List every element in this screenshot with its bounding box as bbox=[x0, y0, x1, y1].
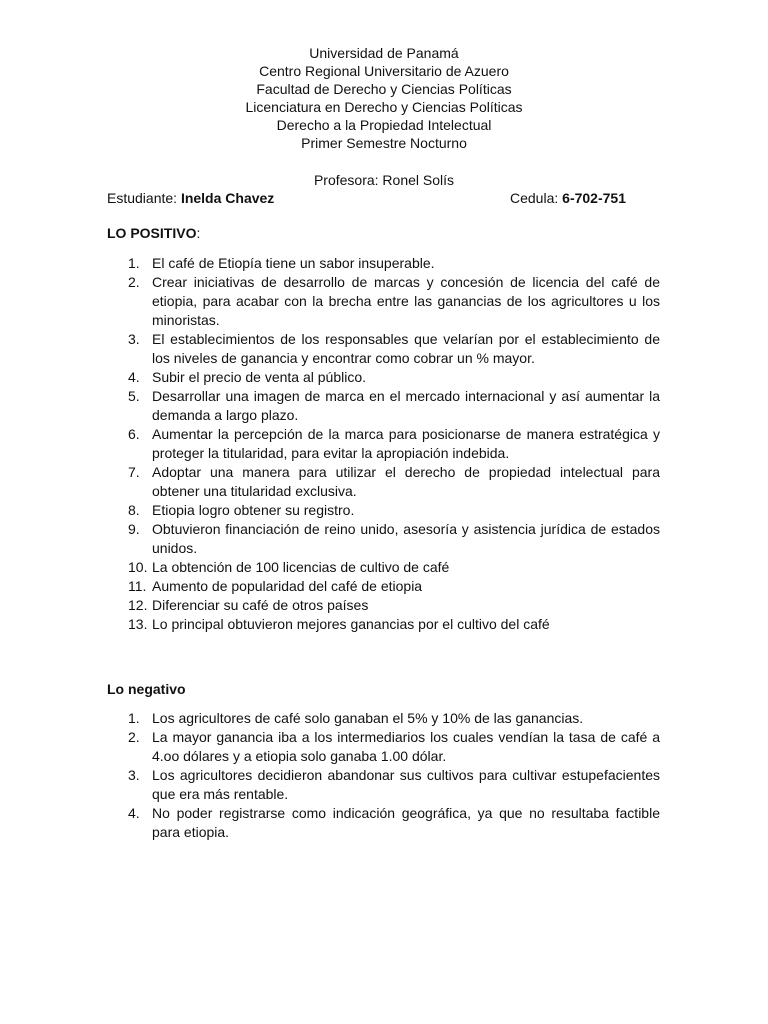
list-item-text: Etiopia logro obtener su registro. bbox=[152, 502, 355, 518]
list-item-number: 4. bbox=[128, 805, 140, 821]
list-item-number: 2. bbox=[128, 274, 140, 290]
list-item-text: Subir el precio de venta al público. bbox=[152, 369, 367, 385]
list-item-number: 12. bbox=[128, 597, 148, 613]
positive-title-text: LO POSITIVO bbox=[107, 225, 197, 241]
list-item-text: Adoptar una manera para utilizar el derecho de propiedad intelectual para obtener una titularidad exclusiva. bbox=[152, 464, 660, 499]
list-item bbox=[107, 728, 660, 766]
document-header bbox=[0, 44, 768, 152]
list-item-number: 5. bbox=[128, 388, 140, 404]
negative-list bbox=[107, 709, 660, 842]
list-item bbox=[107, 804, 660, 842]
list-item-text: Aumentar la percepción de la marca para posicionarse de manera estratégica y proteger la titularidad, para evitar la apropiación indebida. bbox=[152, 426, 660, 461]
list-item-number: 8. bbox=[128, 502, 140, 518]
cedula-label: Cedula: bbox=[510, 190, 563, 206]
positive-section-title bbox=[107, 224, 200, 242]
cedula-value: 6-702-751 bbox=[562, 190, 626, 206]
list-item-number: 10. bbox=[128, 559, 148, 575]
list-item bbox=[107, 766, 660, 804]
list-item-text: Los agricultores decidieron abandonar sus cultivos para cultivar estupefacientes que era más rentable. bbox=[152, 767, 660, 802]
list-item-number: 13. bbox=[128, 616, 148, 632]
list-item-text: La mayor ganancia iba a los intermediarios los cuales vendían la tasa de café a 4.oo dólares y a etiopia solo ganaba 1.00 dólar. bbox=[152, 729, 660, 764]
list-item-text: La obtención de 100 licencias de cultivo de café bbox=[152, 559, 450, 575]
student-label: Estudiante: bbox=[107, 190, 181, 206]
list-item bbox=[107, 330, 660, 368]
list-item-number: 3. bbox=[128, 767, 140, 783]
list-item-text: Lo principal obtuvieron mejores ganancias por el cultivo del café bbox=[152, 616, 550, 632]
negative-section-title: Lo negativo bbox=[107, 681, 186, 697]
list-item-number: 7. bbox=[128, 464, 140, 480]
header-faculty: Facultad de Derecho y Ciencias Políticas bbox=[256, 81, 512, 97]
list-item-text: Crear iniciativas de desarrollo de marcas y concesión de licencia del café de etiopia, para acabar con la brecha entre las ganancias de los agricultores u los minoristas. bbox=[152, 274, 660, 328]
cedula-line bbox=[510, 189, 626, 207]
list-item bbox=[107, 254, 660, 273]
list-item bbox=[107, 577, 660, 596]
student-name: Inelda Chavez bbox=[180, 190, 275, 206]
list-item-text: Aumento de popularidad del café de etiopia bbox=[152, 578, 423, 594]
list-item bbox=[107, 709, 660, 728]
list-item bbox=[107, 425, 660, 463]
list-item-number: 11. bbox=[128, 578, 147, 594]
header-semester: Primer Semestre Nocturno bbox=[301, 135, 467, 151]
list-item-number: 3. bbox=[128, 331, 140, 347]
list-item-text: El café de Etiopía tiene un sabor insuperable. bbox=[152, 255, 435, 271]
list-item-text: No poder registrarse como indicación geográfica, ya que no resultaba factible para etiopia. bbox=[152, 805, 660, 840]
list-item bbox=[107, 387, 660, 425]
list-item-number: 9. bbox=[128, 521, 140, 537]
list-item bbox=[107, 501, 660, 520]
list-item-text: Diferenciar su café de otros países bbox=[152, 597, 369, 613]
list-item bbox=[107, 615, 660, 634]
list-item bbox=[107, 273, 660, 330]
list-item-text: El establecimientos de los responsables que velarían por el establecimiento de los niveles de ganancia y encontrar como cobrar un % mayor. bbox=[152, 331, 660, 366]
header-course: Derecho a la Propiedad Intelectual bbox=[276, 117, 492, 133]
list-item-text: Desarrollar una imagen de marca en el mercado internacional y así aumentar la demanda a largo plazo. bbox=[152, 388, 660, 423]
positive-title-colon: : bbox=[196, 225, 201, 241]
list-item-text: Obtuvieron financiación de reino unido, asesoría y asistencia jurídica de estados unidos. bbox=[152, 521, 660, 556]
positive-list bbox=[107, 254, 660, 634]
list-item bbox=[107, 463, 660, 501]
list-item-number: 1. bbox=[128, 255, 140, 271]
header-degree: Licenciatura en Derecho y Ciencias Políticas bbox=[245, 99, 523, 115]
list-item-number: 6. bbox=[128, 426, 140, 442]
list-item-text: Los agricultores de café solo ganaban el 5% y 10% de las ganancias. bbox=[152, 710, 584, 726]
list-item-number: 1. bbox=[128, 710, 140, 726]
list-item bbox=[107, 596, 660, 615]
list-item bbox=[107, 558, 660, 577]
list-item-number: 2. bbox=[128, 729, 140, 745]
list-item bbox=[107, 368, 660, 387]
list-item-number: 4. bbox=[128, 369, 140, 385]
header-center: Centro Regional Universitario de Azuero bbox=[259, 63, 509, 79]
header-university: Universidad de Panamá bbox=[309, 45, 459, 61]
list-item bbox=[107, 520, 660, 558]
professor-line: Profesora: Ronel Solís bbox=[313, 172, 455, 188]
